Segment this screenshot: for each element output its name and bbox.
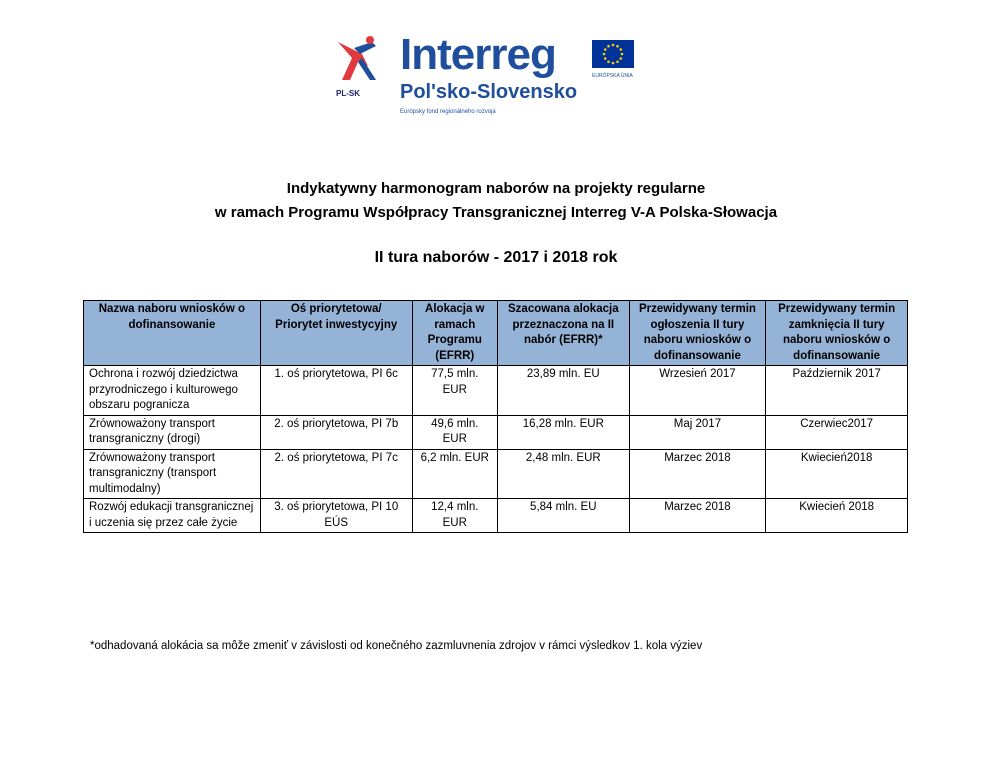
call-name-cell: Zrównoważony transport transgraniczny (transport multimodalny)	[84, 449, 261, 499]
priority-axis-cell: 1. oś priorytetowa, PI 6c	[260, 366, 412, 416]
program-name: Pol'sko-Slovensko	[400, 81, 578, 103]
allocation-cell: 77,5 mln. EUR	[412, 366, 497, 416]
closing-date-cell: Czerwiec2017	[766, 415, 908, 449]
table-row	[84, 366, 908, 416]
header-estimated-allocation: Szacowana alokacja przeznaczona na II nabór (EFRR)*	[497, 301, 629, 366]
schedule-table	[83, 300, 908, 533]
announcement-date-cell: Wrzesień 2017	[629, 366, 766, 416]
closing-date-cell: Październik 2017	[766, 366, 908, 416]
announcement-date-cell: Maj 2017	[629, 415, 766, 449]
estimated-allocation-cell: 5,84 mln. EU	[497, 499, 629, 533]
table-row	[84, 449, 908, 499]
call-name-cell: Rozwój edukacji transgranicznej i uczenia się przez całe życie	[84, 499, 261, 533]
eu-flag-icon	[592, 40, 634, 68]
priority-axis-cell: 2. oś priorytetowa, PI 7b	[260, 415, 412, 449]
fund-text: Európsky fond regionálneho rozvoja	[400, 109, 496, 115]
announcement-date-cell: Marzec 2018	[629, 449, 766, 499]
eu-text: EURÓPSKA ÚNIA	[592, 73, 633, 79]
call-name-cell: Zrównoważony transport transgraniczny (drogi)	[84, 415, 261, 449]
table-row	[84, 499, 908, 533]
allocation-cell: 49,6 mln. EUR	[412, 415, 497, 449]
table-row	[84, 415, 908, 449]
program-code: PL-SK	[336, 89, 360, 98]
header-announcement-date: Przewidywany termin ogłoszenia II tury naboru wniosków o dofinansowanie	[629, 301, 766, 366]
document-title-line2: w ramach Programu Współpracy Transgranicznej Interreg V-A Polska-Słowacja	[214, 204, 778, 221]
header-closing-date: Przewidywany termin zamknięcia II tury naboru wniosków o dofinansowanie	[766, 301, 908, 366]
document-subtitle: II tura naborów - 2017 i 2018 rok	[374, 249, 618, 266]
estimated-allocation-cell: 2,48 mln. EUR	[497, 449, 629, 499]
estimated-allocation-cell: 16,28 mln. EUR	[497, 415, 629, 449]
allocation-cell: 12,4 mln. EUR	[412, 499, 497, 533]
closing-date-cell: Kwiecień 2018	[766, 499, 908, 533]
footnote: *odhadovaná alokácia sa môže zmeniť v závislosti od konečného zazmluvnenia zdrojov v rámci výsledkov 1. kola výziev	[90, 640, 703, 652]
header-allocation: Alokacja w ramach Programu (EFRR)	[412, 301, 497, 366]
priority-axis-cell: 3. oś priorytetowa, PI 10 EÚS	[260, 499, 412, 533]
header-priority-axis: Oś priorytetowa/ Priorytet inwestycyjny	[260, 301, 412, 366]
table-header-row	[84, 301, 908, 366]
brand-name: Interreg	[400, 30, 556, 79]
interreg-logo	[318, 18, 658, 123]
estimated-allocation-cell: 23,89 mln. EU	[497, 366, 629, 416]
closing-date-cell: Kwiecień2018	[766, 449, 908, 499]
allocation-cell: 6,2 mln. EUR	[412, 449, 497, 499]
header-call-name: Nazwa naboru wniosków o dofinansowanie	[84, 301, 261, 366]
document-title-line1: Indykatywny harmonogram naborów na projekty regularne	[286, 180, 706, 197]
priority-axis-cell: 2. oś priorytetowa, PI 7c	[260, 449, 412, 499]
announcement-date-cell: Marzec 2018	[629, 499, 766, 533]
call-name-cell: Ochrona i rozwój dziedzictwa przyrodniczego i kulturowego obszaru pogranicza	[84, 366, 261, 416]
